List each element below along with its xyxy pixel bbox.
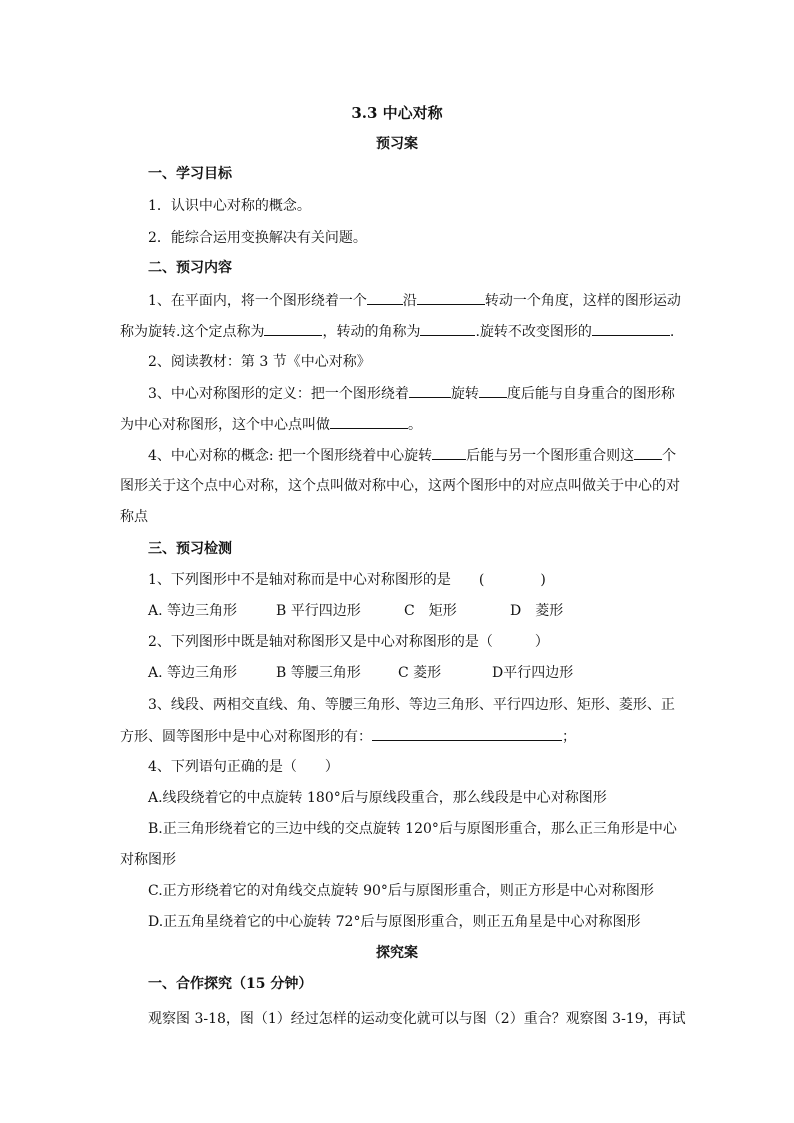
text: 个 — [662, 448, 677, 464]
question-4-option-b-line-1: B.正三角形绕着它的三边中线的交点旋转 120°后与原图形重合，那么正三角形是中心 — [148, 821, 677, 837]
blank-line — [417, 290, 485, 305]
content-3-line-2 — [120, 414, 422, 435]
question-4-option-a: A.线段绕着它的中点旋转 180°后与原线段重合，那么线段是中心对称图形 — [148, 790, 607, 806]
blank-line — [432, 445, 466, 460]
question-3-line-2 — [120, 726, 576, 747]
heading-content: 二、预习内容 — [148, 260, 232, 276]
option-b: B 等腰三角形 — [276, 665, 361, 681]
text: 为中心对称图形，这个中心点叫做 — [120, 417, 330, 433]
text: 1、在平面内，将一个图形绕着一个 — [148, 293, 367, 309]
text: ，转动的角称为 — [322, 324, 421, 340]
option-c: C 菱形 — [398, 665, 442, 681]
goal-2: 2．能综合运用变换解决有关问题。 — [148, 230, 367, 246]
blank-line — [330, 414, 408, 429]
content-1-line-2 — [120, 321, 674, 342]
text: 。 — [408, 417, 422, 433]
option-b: B 平行四边形 — [276, 603, 361, 619]
text: 3、中心对称图形的定义：把一个图形绕着 — [148, 386, 409, 402]
question-4-option-c: C.正方形绕着它的对角线交点旋转 90°后与原图形重合，则正方形是中心对称图形 — [148, 883, 654, 899]
heading-check: 三、预习检测 — [148, 541, 232, 557]
content-4-line-3: 称点 — [120, 509, 148, 525]
blank-line — [479, 383, 507, 398]
heading-cooperative: 一、合作探究（15 分钟） — [148, 976, 313, 992]
question-4-option-d: D.正五角星绕着它的中心旋转 72°后与原图形重合，则正五角星是中心对称图形 — [148, 914, 641, 930]
option-d: D平行四边形 — [492, 665, 574, 681]
cooperative-text: 观察图 3-18，图（1）经过怎样的运动变化就可以与图（2）重合？观察图 3-19，再试 — [148, 1011, 686, 1027]
text: 称为旋转.这个定点称为 — [120, 324, 265, 340]
text: 旋转 — [450, 386, 479, 402]
content-1-line-1 — [148, 290, 681, 311]
content-4-line-2: 图形关于这个点中心对称，这个点叫做对称中心，这两个图形中的对应点叫做关于中心的对 — [120, 478, 680, 494]
content-2: 2、阅读教材：第 3 节《中心对称》 — [148, 354, 371, 370]
text: 转动一个角度，这样的图形运动 — [484, 293, 681, 309]
blank-line — [264, 321, 322, 336]
section-title-preview: 预习案 — [376, 136, 418, 152]
option-a: A. 等边三角形 — [148, 665, 238, 681]
content-4-line-1 — [148, 445, 676, 466]
question-1: 1、下列图形中不是轴对称而是中心对称图形的是 ( ) — [148, 572, 546, 588]
question-1-options — [148, 601, 563, 621]
text: 方形、圆等图形中是中心对称图形的有： — [120, 729, 372, 745]
question-4: 4、下列语句正确的是（ ） — [148, 759, 339, 775]
blank-line — [420, 321, 475, 336]
answer-blank — [372, 726, 562, 741]
text: ； — [562, 729, 576, 745]
document-title: 3.3 中心对称 — [351, 104, 443, 122]
option-c: C 矩形 — [404, 603, 457, 619]
question-4-option-b-line-2: 对称图形 — [120, 852, 176, 868]
blank-line — [409, 383, 451, 398]
option-d: D 菱形 — [510, 603, 564, 619]
text: 4、中心对称的概念: 把一个图形绕着中心旋转 — [148, 448, 433, 464]
heading-goals: 一、学习目标 — [148, 166, 232, 182]
text: 沿 — [402, 293, 417, 309]
text: 度后能与自身重合的图形称 — [506, 386, 675, 402]
section-title-explore: 探究案 — [376, 945, 418, 961]
option-a: A. 等边三角形 — [148, 603, 238, 619]
question-2-options — [148, 663, 573, 683]
blank-line — [367, 290, 403, 305]
text: .旋转不改变图形的 — [475, 324, 592, 340]
goal-1: 1．认识中心对称的概念。 — [148, 198, 311, 214]
text: . — [669, 324, 675, 340]
content-3-line-1 — [148, 383, 675, 404]
text: 后能与另一个图形重合则这 — [466, 448, 635, 464]
question-3-line-1: 3、线段、两相交直线、角、等腰三角形、等边三角形、平行四边形、矩形、菱形、正 — [148, 697, 675, 713]
question-2: 2、下列图形中既是轴对称图形又是中心对称图形的是（ ） — [148, 634, 549, 650]
blank-line — [634, 445, 662, 460]
blank-line — [592, 321, 670, 336]
